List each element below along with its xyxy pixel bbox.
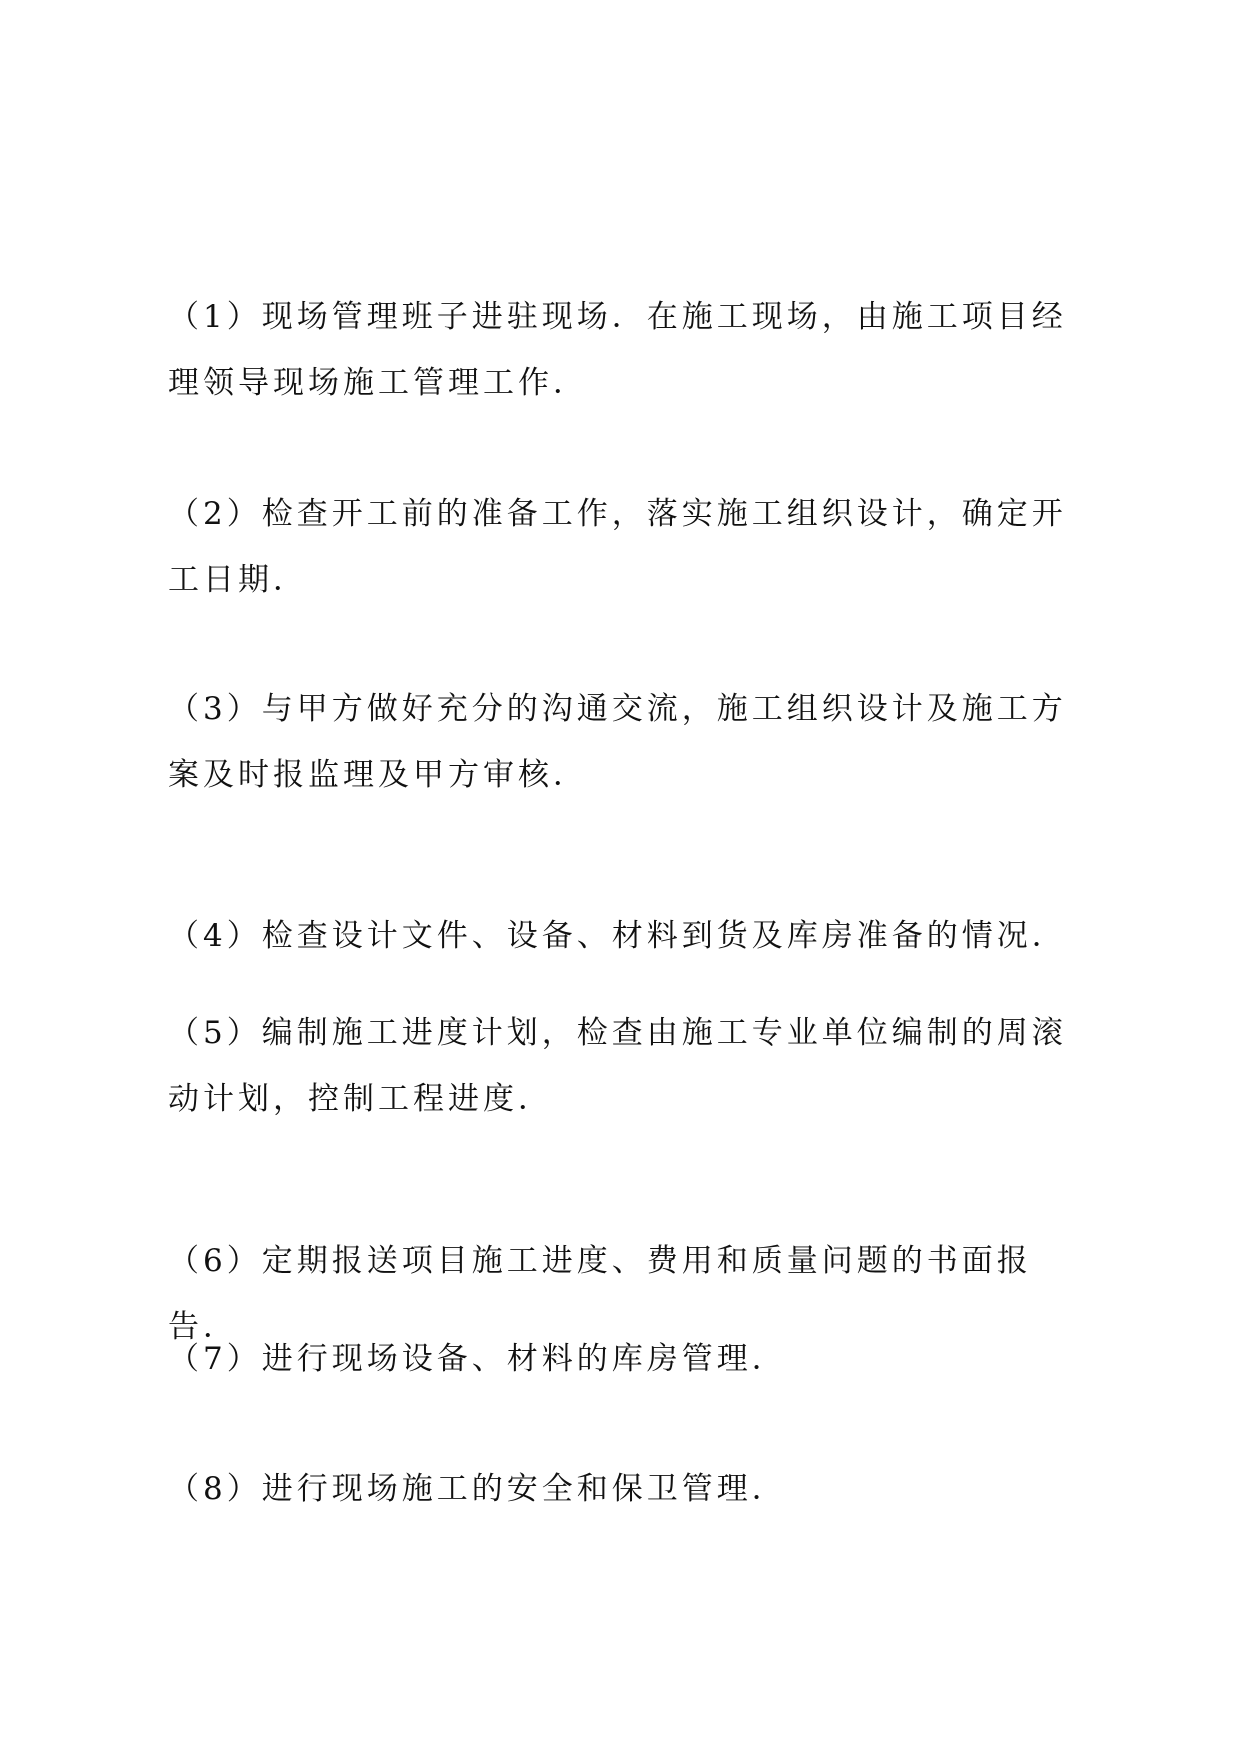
- paragraph-6: （6）定期报送项目施工进度、费用和质量问题的书面报告．: [168, 1243, 1032, 1345]
- paragraph-1: （1）现场管理班子进驻现场．在施工现场，由施工项目经理领导现场施工管理工作．: [168, 299, 1067, 401]
- paragraph-2: （2）检查开工前的准备工作，落实施工组织设计，确定开工日期．: [168, 496, 1067, 598]
- paragraph-3: （3）与甲方做好充分的沟通交流，施工组织设计及施工方案及时报监理及甲方审核．: [168, 691, 1067, 793]
- paragraph-8: （8）进行现场施工的安全和保卫管理．: [168, 1471, 787, 1507]
- paragraph-5: （5）编制施工进度计划，检查由施工专业单位编制的周滚动计划，控制工程进度．: [168, 1015, 1067, 1117]
- paragraph-4: （4）检查设计文件、设备、材料到货及库房准备的情况．: [168, 918, 1067, 954]
- paragraph-7: （7）进行现场设备、材料的库房管理．: [168, 1341, 787, 1377]
